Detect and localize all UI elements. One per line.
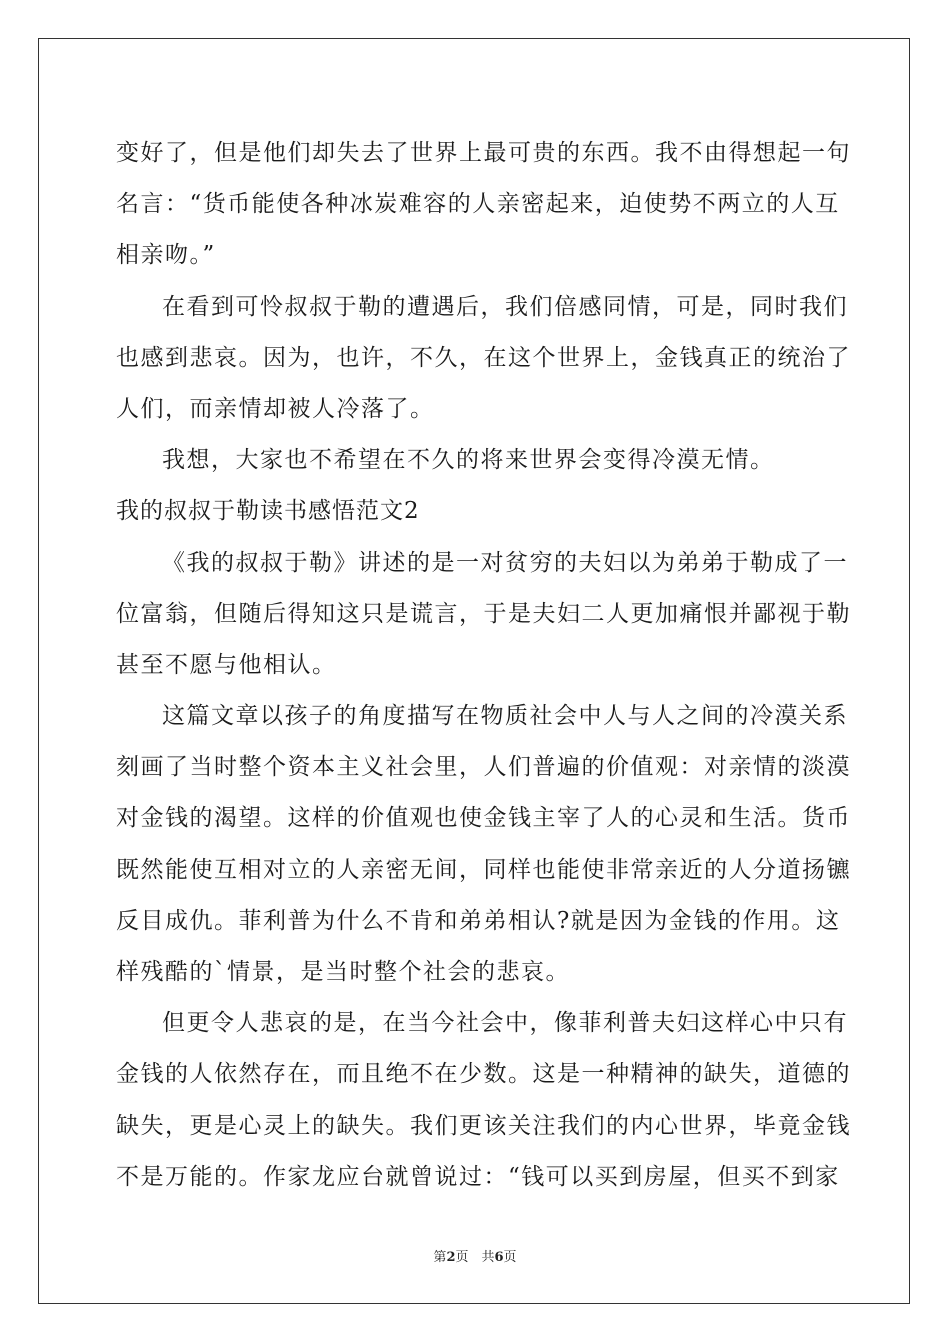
text-line: 不是万能的。作家龙应台就曾说过：“钱可以买到房屋，但买不到家 xyxy=(116,1163,840,1190)
text-line: 相亲吻。” xyxy=(116,242,216,269)
text-line: 金钱的人依然存在，而且绝不在少数。这是一种精神的缺失，道德的 xyxy=(116,1061,851,1088)
text-line: 样残酷的`情景，是当时整个社会的悲哀。 xyxy=(116,959,570,985)
text-line: 位富翁，但随后得知这只是谎言，于是夫妇二人更加痛恨并鄙视于勒 xyxy=(116,600,851,627)
text-line: 名言：“货币能使各种冰炭难容的人亲密起来，迫使势不两立的人互 xyxy=(116,191,840,218)
text-line: 人们，而亲情却被人冷落了。 xyxy=(116,395,435,422)
text-line: 也感到悲哀。因为，也许，不久，在这个世界上，金钱真正的统治了 xyxy=(116,344,851,371)
text-line: 反目成仇。菲利普为什么不肯和弟弟相认?就是因为金钱的作用。这 xyxy=(116,907,841,934)
current-page-number: 2 xyxy=(446,1250,456,1265)
text-line: 缺失，更是心灵上的缺失。我们更该关注我们的内心世界，毕竟金钱 xyxy=(116,1112,851,1139)
text-line: 在看到可怜叔叔于勒的遭遇后，我们倍感同情，可是，同时我们 xyxy=(162,293,848,320)
text-line: 《我的叔叔于勒》讲述的是一对贫穷的夫妇以为弟弟于勒成了一 xyxy=(162,549,848,576)
text-line: 变好了，但是他们却失去了世界上最可贵的东西。我不由得想起一句 xyxy=(116,140,851,166)
text-line: 我想，大家也不希望在不久的将来世界会变得冷漠无情。 xyxy=(162,447,775,474)
text-line: 对金钱的渴望。这样的价值观也使金钱主宰了人的心灵和生活。货币 xyxy=(116,805,851,832)
page-footer xyxy=(0,1246,950,1265)
total-page-number: 6 xyxy=(494,1250,504,1265)
text-line: 既然能使互相对立的人亲密无间，同样也能使非常亲近的人分道扬镳 xyxy=(116,856,851,883)
footer-mid: 页 共 xyxy=(455,1250,495,1265)
text-line: 这篇文章以孩子的角度描写在物质社会中人与人之间的冷漠关系 xyxy=(162,703,848,730)
footer-suffix: 页 xyxy=(503,1250,517,1265)
document-body xyxy=(116,128,851,1203)
footer-prefix: 第 xyxy=(433,1250,447,1265)
text-line: 但更令人悲哀的是，在当今社会中，像菲利普夫妇这样心中只有 xyxy=(162,1010,848,1037)
text-line: 甚至不愿与他相认。 xyxy=(116,651,337,678)
section-title: 我的叔叔于勒读书感悟范文2 xyxy=(116,498,420,525)
text-line: 刻画了当时整个资本主义社会里，人们普遍的价值观：对亲情的淡漠 xyxy=(116,754,851,781)
